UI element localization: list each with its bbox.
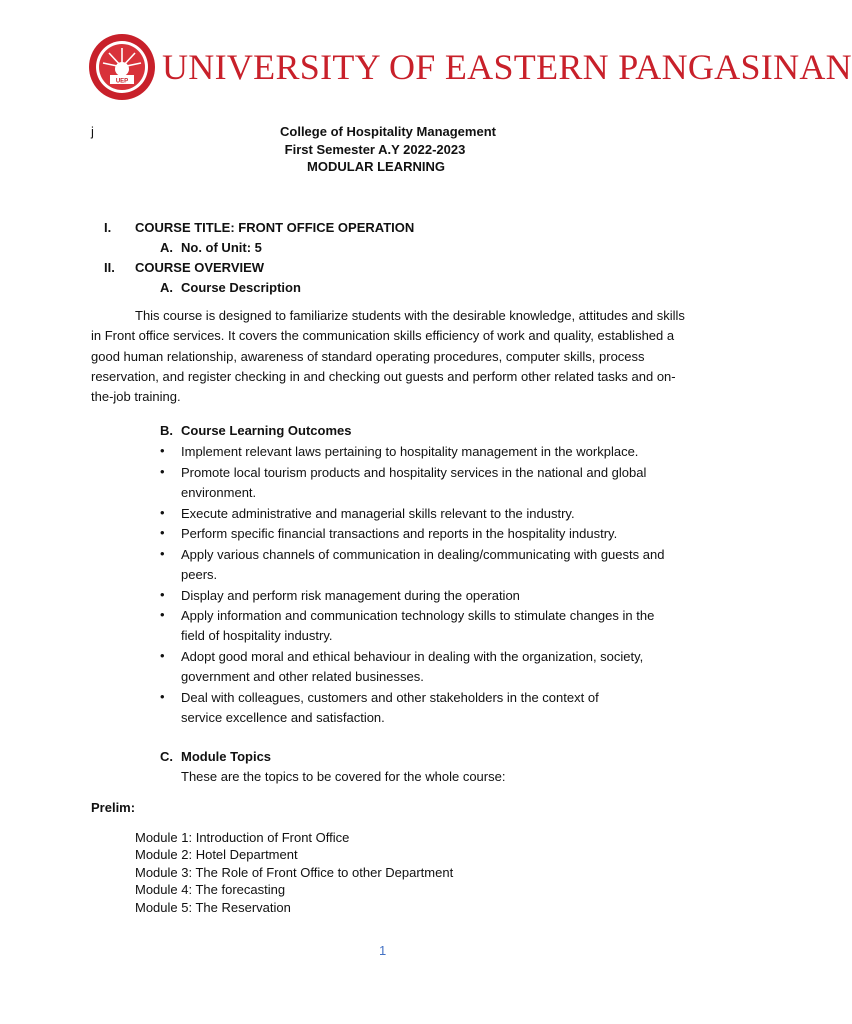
section-numeral: I. bbox=[104, 220, 112, 235]
bullet-icon: • bbox=[160, 689, 165, 704]
bullet-icon: • bbox=[160, 587, 165, 602]
outcome-item: Adopt good moral and ethical behaviour in dealing with the organization, society, government and other related businesses. bbox=[181, 649, 644, 684]
paragraph-line: good human relationship, awareness of standard operating procedures, computer skills, process bbox=[91, 348, 645, 364]
page-number: 1 bbox=[379, 943, 387, 958]
subsection-letter: C. bbox=[160, 749, 173, 764]
paragraph-line: reservation, and register checking in and checking out guests and perform other related tasks and on- bbox=[91, 368, 676, 384]
course-overview-heading: COURSE OVERVIEW bbox=[135, 260, 265, 275]
stray-mark: j bbox=[91, 124, 94, 139]
prelim-module-list bbox=[135, 829, 453, 916]
bullet-icon: • bbox=[160, 464, 165, 479]
bullet-icon: • bbox=[160, 607, 165, 622]
outcome-item: Promote local tourism products and hospitality services in the national and global environment. bbox=[181, 465, 647, 500]
outcome-item: Apply various channels of communication in dealing/communicating with guests and peers. bbox=[181, 547, 665, 582]
prelim-label: Prelim: bbox=[91, 800, 136, 815]
outcome-item: Apply information and communication technology skills to stimulate changes in the field of hospitality industry. bbox=[181, 608, 655, 643]
university-name: UNIVERSITY OF EASTERN PANGASINAN bbox=[162, 47, 852, 87]
outcome-item: Execute administrative and managerial skills relevant to the industry. bbox=[181, 506, 575, 521]
module-topics-heading: Module Topics bbox=[181, 749, 272, 764]
paragraph-line: This course is designed to familiarize students with the desirable knowledge, attitudes and skills bbox=[135, 308, 685, 323]
bullet-icon: • bbox=[160, 505, 165, 520]
bullet-icon: • bbox=[160, 443, 165, 458]
university-seal-logo bbox=[88, 33, 156, 101]
college-name: College of Hospitality Management bbox=[280, 124, 496, 139]
svg-text:UEP: UEP bbox=[115, 78, 129, 85]
paragraph-line: the-job training. bbox=[91, 389, 181, 405]
module-topics-intro: These are the topics to be covered for the whole course: bbox=[181, 769, 506, 784]
course-description-heading: Course Description bbox=[181, 280, 301, 295]
outcome-item: Deal with colleagues, customers and other stakeholders in the context of service excellence and satisfaction. bbox=[181, 690, 599, 725]
bullet-icon: • bbox=[160, 546, 165, 561]
course-title: COURSE TITLE: FRONT OFFICE OPERATION bbox=[135, 220, 415, 235]
outcome-item: Implement relevant laws pertaining to hospitality management in the workplace. bbox=[181, 444, 639, 459]
course-description-paragraph bbox=[91, 306, 685, 407]
learning-outcomes-heading: Course Learning Outcomes bbox=[181, 423, 352, 438]
bullet-icon: • bbox=[160, 525, 165, 540]
outcome-item: Display and perform risk management during the operation bbox=[181, 588, 520, 603]
module-item: Module 3: The Role of Front Office to other Department bbox=[135, 864, 454, 880]
module-item: Module 5: The Reservation bbox=[135, 899, 291, 915]
university-header bbox=[88, 33, 852, 103]
module-item: Module 1: Introduction of Front Office bbox=[135, 830, 350, 845]
subsection-letter: A. bbox=[160, 280, 173, 295]
subsection-letter: B. bbox=[160, 423, 173, 438]
module-item: Module 2: Hotel Department bbox=[135, 847, 298, 863]
bullet-icon: • bbox=[160, 648, 165, 663]
semester-line: First Semester A.Y 2022-2023 bbox=[284, 142, 466, 157]
section-numeral: II. bbox=[104, 260, 115, 275]
subsection-letter: A. bbox=[160, 240, 173, 255]
outcome-item: Perform specific financial transactions and reports in the hospitality industry. bbox=[181, 526, 618, 541]
module-item: Module 4: The forecasting bbox=[135, 882, 286, 898]
paragraph-line: in Front office services. It covers the communication skills efficiency of work and quality, established a bbox=[91, 328, 675, 344]
learning-mode: MODULAR LEARNING bbox=[307, 159, 445, 174]
unit-count: No. of Unit: 5 bbox=[181, 240, 262, 255]
